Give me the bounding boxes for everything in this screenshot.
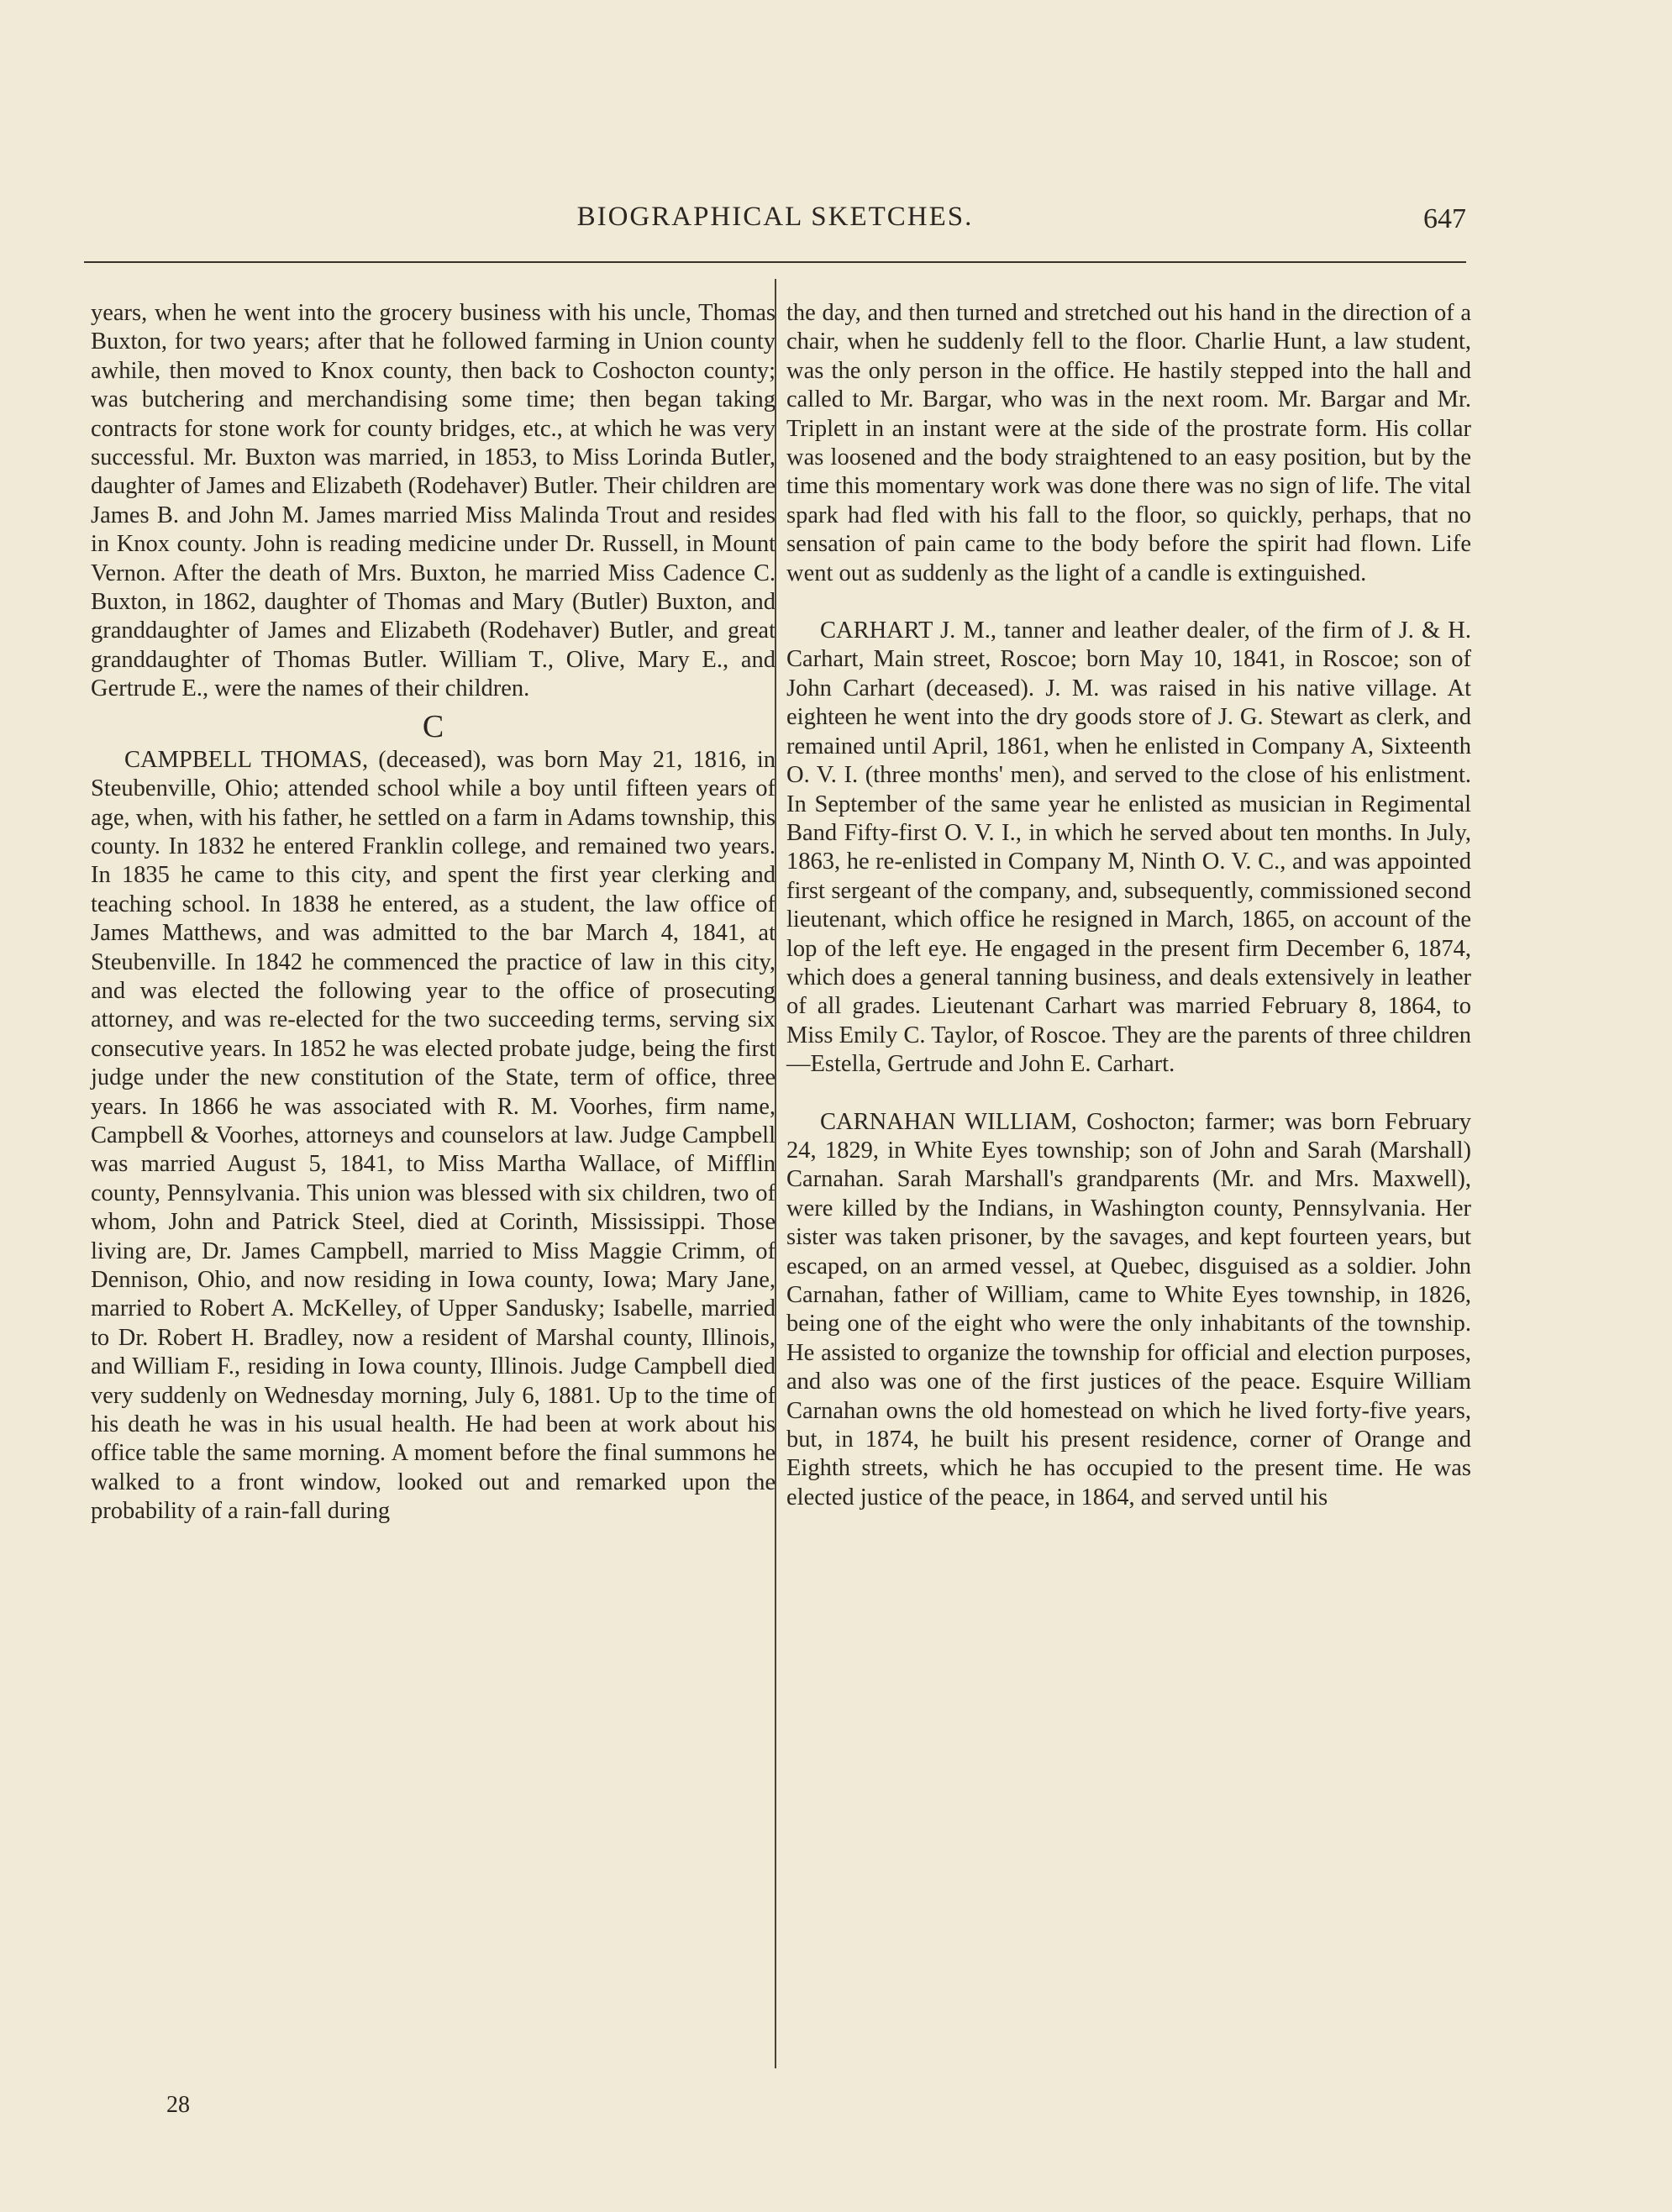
right-column [786, 299, 1471, 1512]
signature-mark: 28 [166, 2092, 190, 2118]
section-letter-heading: C [422, 708, 444, 744]
page-number: 647 [1423, 203, 1466, 234]
carhart-entry: CARHART J. M., tanner and leather dealer, of the firm of J. & H. Carhart, Main street, Roscoe; born May 10, 1841, in Roscoe; son of John Carhart (deceased). J. M. was raised in his native village. At eighteen he went into the dry goods store of J. G. Stewart as clerk, and remained until April, 1861, when he enlisted in Company A, Sixteenth O. V. I. (three months' men), and served to the close of his enlistment. In September of the same year he enlisted as musician in Regimental Band Fifty-first O. V. I., in which he served about ten months. In July, 1863, he re-enlisted in Company M, Ninth O. V. C., and was appointed first sergeant of the company, and, subsequently, commissioned second lieutenant, which office he resigned in March, 1865, on account of the lop of the left eye. He engaged in the present firm December 6, 1874, which does a general tanning business, and deals extensively in leather of all grades. Lieutenant Carhart was married February 8, 1864, to Miss Emily C. Taylor, of Roscoe. They are the parents of three children—Estella, Gertrude and John E. Carhart. [786, 617, 1471, 1078]
column-divider [775, 279, 776, 2068]
carnahan-entry: CARNAHAN WILLIAM, Coshocton; farmer; was born February 24, 1829, in White Eyes township; son of John and Sarah (Marshall) Carnahan. Sarah Marshall's grandparents (Mr. and Mrs. Maxwell), were killed by the Indians, in Washington county, Pennsylvania. Her sister was taken prisoner, by the savages, and kept fourteen years, but escaped, on an armed vessel, at Quebec, disguised as a soldier. John Carnahan, father of William, came to White Eyes township, in 1826, being one of the eight who were the only inhabitants of the township. He assisted to organize the township for official and election purposes, and also was one of the first justices of the peace. Esquire William Carnahan owns the old homestead on which he lived forty-five years, but, in 1874, he built his present residence, corner of Orange and Eighth streets, which he has occupied to the present time. He was elected justice of the peace, in 1864, and served until his [786, 1108, 1471, 1511]
campbell-continuation-paragraph: the day, and then turned and stretched out his hand in the direction of a chair, when he suddenly fell to the floor. Charlie Hunt, a law student, was the only person in the office. He hastily stepped into the hall and called to Mr. Bargar, who was in the next room. Mr. Bargar and Mr. Triplett in an instant were at the side of the prostrate form. His collar was loosened and the body straightened to an easy position, but by the time this momentary work was done there was no sign of life. The vital spark had fled with his fall to the floor, so quickly, perhaps, that no sensation of pain came to the body before the spirit had flown. Life went out as suddenly as the light of a candle is extinguished. [786, 300, 1471, 586]
running-head-title: BIOGRAPHICAL SKETCHES. [576, 202, 974, 232]
buxton-continuation-paragraph: years, when he went into the grocery business with his uncle, Thomas Buxton, for two years; after that he followed farming in Union county awhile, then moved to Knox county, then back to Coshocton county; was butchering and merchandising some time; then began taking contracts for stone work for county bridges, etc., at which he was very successful. Mr. Buxton was married, in 1853, to Miss Lorinda Butler, daughter of James and Elizabeth (Rodehaver) Butler. Their children are James B. and John M. James married Miss Malinda Trout and resides in Knox county. John is reading medicine under Dr. Russell, in Mount Vernon. After the death of Mrs. Buxton, he married Miss Cadence C. Buxton, in 1862, daughter of Thomas and Mary (Butler) Buxton, and granddaughter of James and Elizabeth (Rodehaver) Butler, and great granddaughter of Thomas Butler. William T., Olive, Mary E., and Gertrude E., were the names of their children. [91, 300, 776, 702]
header-rule [84, 261, 1466, 263]
campbell-thomas-entry: CAMPBELL THOMAS, (deceased), was born May 21, 1816, in Steubenville, Ohio; attended school while a boy until fifteen years of age, when, with his father, he settled on a farm in Adams township, this county. In 1832 he entered Franklin college, and remained two years. In 1835 he came to this city, and spent the first year clerking and teaching school. In 1838 he entered, as a student, the law office of James Matthews, and was admitted to the bar March 4, 1841, at Steubenville. In 1842 he commenced the practice of law in this city, and was elected the following year to the office of prosecuting attorney, and was re-elected for the two succeeding terms, serving six consecutive years. In 1852 he was elected probate judge, being the first judge under the new constitution of the State, term of office, three years. In 1866 he was associated with R. M. Voorhes, firm name, Campbell & Voorhes, attorneys and counselors at law. Judge Campbell was married August 5, 1841, to Miss Martha Wallace, of Mifflin county, Pennsylvania. This union was blessed with six children, two of whom, John and Patrick Steel, died at Corinth, Mississippi. Those living are, Dr. James Campbell, married to Miss Maggie Crimm, of Dennison, Ohio, and now residing in Iowa county, Iowa; Mary Jane, married to Robert A. McKelley, of Upper Sandusky; Isabelle, married to Dr. Robert H. Bradley, now a resident of Marshal county, Illinois, and William F., residing in Iowa county, Illinois. Judge Campbell died very suddenly on Wednesday morning, July 6, 1881. Up to the time of his death he was in his usual health. He had been at work about his office table the same morning. A moment before the final summons he walked to a front window, looked out and remarked upon the probability of a rain-fall during [91, 746, 776, 1525]
left-column [91, 299, 776, 1526]
page-header [84, 202, 1466, 252]
